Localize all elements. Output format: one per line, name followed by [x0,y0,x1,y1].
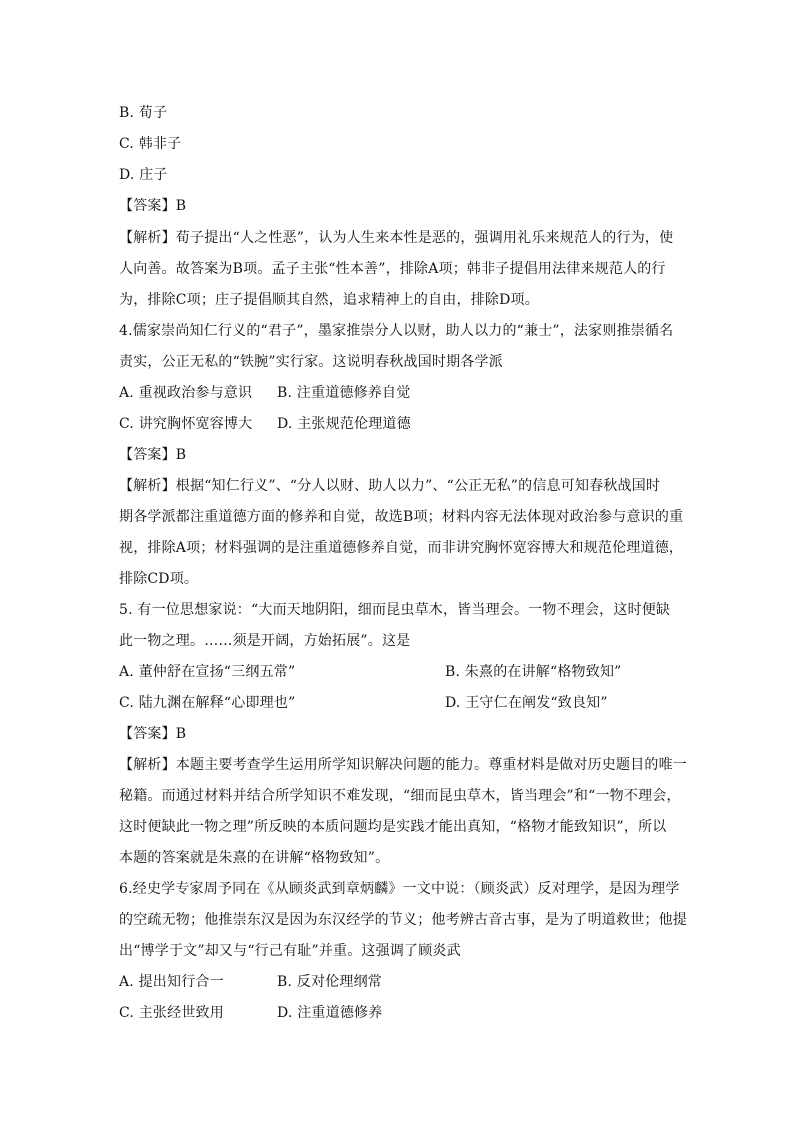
q5-analysis-line: 秘籍。而通过材料并结合所学知识不难发现，“细而昆虫草木，皆当理会”和“一物不理会， [119,788,681,804]
q4-analysis-line: 视，排除A项；材料强调的是注重道德修养自觉，而非讲究胸怀宽容博大和规范伦理道德， [119,540,684,556]
q4-options-row [119,414,411,434]
q4-options-row [119,383,411,403]
q4-option-b: B. 注重道德修养自觉 [277,385,411,401]
q5-analysis-line: 本题的答案就是朱熹的在讲解“格物致知”。 [119,850,390,866]
q6-option-c: C. 主张经世致用 [119,1005,224,1021]
q3-analysis-line: 为，排除C项；庄子提倡顺其自然，追求精神上的自由，排除D项。 [119,292,539,308]
q6-stem-line: 的空疏无物；他推崇东汉是因为东汉经学的节义；他考辨古音古事，是为了明道救世；他提 [119,912,687,928]
option-c: C. 韩非子 [119,136,182,152]
q4-stem-line: 责实，公正无私的“铁腕”实行家。这说明春秋战国时期各学派 [119,354,503,370]
q6-option-a: A. 提出知行合一 [119,974,224,990]
q5-analysis-line: 【解析】本题主要考查学生运用所学知识解决问题的能力。尊重材料是做对历史题目的唯一 [119,757,687,773]
q4-analysis-line: 排除CD项。 [119,571,199,587]
q3-answer: 【答案】B [119,198,187,214]
q4-stem-line: 4.儒家崇尚知仁行义的“君子”，墨家推崇分人以财，助人以力的“兼士”，法家则推崇循名 [119,323,674,339]
q5-answer: 【答案】B [119,726,187,742]
q5-option-c: C. 陆九渊在解释“心即理也” [119,695,296,711]
q3-analysis-line: 人向善。故答案为B项。孟子主张“性本善”，排除A项；韩非子提倡用法律来规范人的行 [119,261,666,277]
q5-option-a: A. 董仲舒在宣扬“三纲五常” [119,664,296,680]
q5-options-row [119,662,622,682]
q6-stem-line: 出“博学于文”却又与“行己有耻”并重。这强调了顾炎武 [119,943,461,959]
q6-stem-line: 6.经史学专家周予同在《从顾炎武到章炳麟》一文中说：（顾炎武）反对理学，是因为理学 [119,881,680,897]
q5-stem-line: 此一物之理。……须是开阔，方始拓展”。这是 [119,633,411,649]
q6-options-row [119,972,382,992]
option-b: B. 荀子 [119,105,168,121]
q5-stem-line: 5. 有一位思想家说：“大而天地阴阳，细而昆虫草木，皆当理会。一物不理会，这时便缺 [119,602,671,618]
q4-analysis-line: 【解析】根据“知仁行义”、“分人以财、助人以力”、“公正无私”的信息可知春秋战国时 [119,478,661,494]
q4-option-c: C. 讲究胸怀宽容博大 [119,416,253,432]
q5-analysis-line: 这时便缺此一物之理”所反映的本质问题均是实践才能出真知，“格物才能致知识”，所以 [119,819,667,835]
q4-answer: 【答案】B [119,447,187,463]
q5-options-row [119,693,608,713]
q3-analysis-line: 【解析】荀子提出“人之性恶”，认为人生来本性是恶的，强调用礼乐来规范人的行为，使 [119,230,674,246]
q4-analysis-line: 期各学派都注重道德方面的修养和自觉，故选B项；材料内容无法体现对政治参与意识的重 [119,509,684,525]
option-d: D. 庄子 [119,167,168,183]
q5-option-b: B. 朱熹的在讲解“格物致知” [445,664,622,680]
q6-option-d: D. 注重道德修养 [277,1005,383,1021]
q6-options-row [119,1003,383,1023]
q4-option-d: D. 主张规范伦理道德 [277,416,411,432]
q4-option-a: A. 重视政治参与意识 [119,385,253,401]
q6-option-b: B. 反对伦理纲常 [277,974,382,990]
q5-option-d: D. 王守仁在阐发“致良知” [445,695,608,711]
